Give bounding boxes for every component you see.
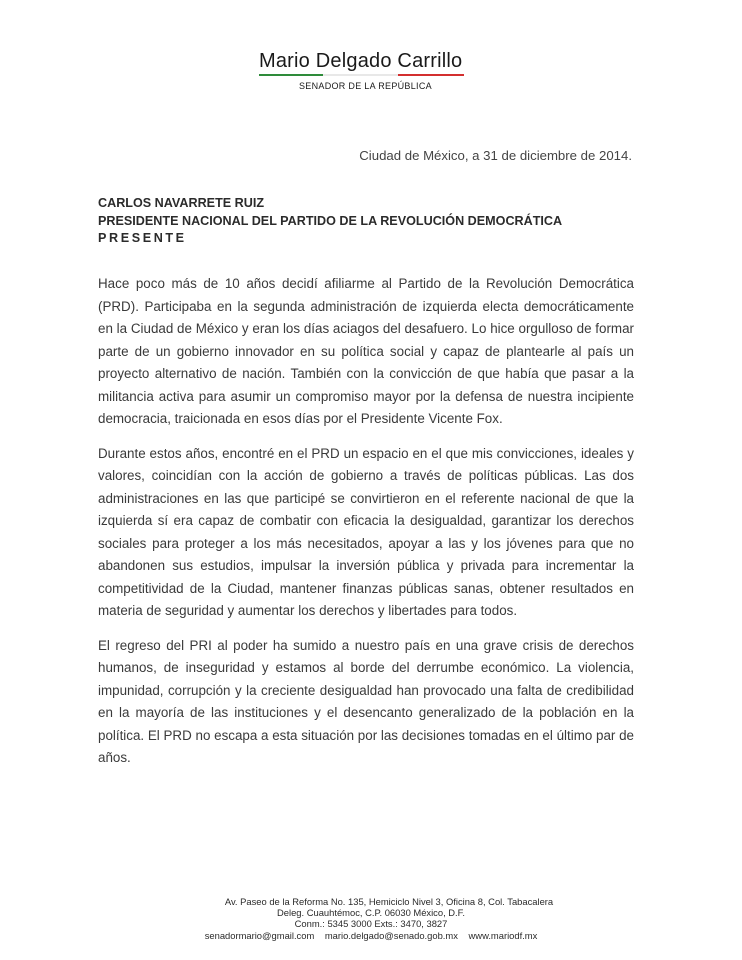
footer-email-official: mario.delgado@senado.gob.mx bbox=[324, 929, 458, 941]
flag-rule-white bbox=[323, 74, 398, 76]
footer-phone: Conm.: 5345 3000 Exts.: 3470, 3827 bbox=[294, 918, 448, 930]
sender-title: SENADOR DE LA REPÚBLICA bbox=[299, 81, 432, 91]
salutation: PRESENTE bbox=[98, 231, 187, 245]
recipient-block bbox=[98, 195, 562, 248]
footer-website: www.mariodf.mx bbox=[468, 929, 538, 941]
footer-email-personal: senadormario@gmail.com bbox=[204, 929, 315, 941]
footer-address-line-2: Deleg. Cuauhtémoc, C.P. 06030 México, D.F. bbox=[277, 907, 465, 919]
footer bbox=[0, 896, 742, 941]
flag-rule-green bbox=[259, 74, 323, 76]
footer-address-line-1: Av. Paseo de la Reforma No. 135, Hemiciclo Nivel 3, Oficina 8, Col. Tabacalera bbox=[224, 896, 554, 907]
paragraph-1: Hace poco más de 10 años decidí afiliarme al Partido de la Revolución Democrática (PRD). Participaba en la segunda administración de izquierda electa democráticamente en la Ciudad de México y eran los días aciagos del desafuero. Lo hice orgulloso de formar parte de un gobierno innovador en su política social y capaz de plantearle al país un proyecto alternativo de nación. También con la convicción de que había que pasar a la militancia activa para asumir un compromiso mayor por la defensa de nuestra incipiente democracia, traicionada en esos días por el Presidente Vicente Fox. bbox=[98, 276, 634, 426]
paragraph-3: El regreso del PRI al poder ha sumido a nuestro país en una grave crisis de derechos humanos, de inseguridad y estamos al borde del derrumbe económico. La violencia, impunidad, corrupción y la creciente desigualdad han provocado una falta de credibilidad en la mayoría de las instituciones y el desencanto generalizado de la población en la política. El PRD no escapa a esta situación por las decisiones tomadas en el último par de años. bbox=[98, 637, 634, 765]
footer-contact-line bbox=[0, 930, 742, 941]
date-line: Ciudad de México, a 31 de diciembre de 2014. bbox=[359, 148, 632, 163]
letter-body bbox=[98, 273, 634, 782]
flag-rule-red bbox=[398, 74, 464, 76]
paragraph-2: Durante estos años, encontré en el PRD un espacio en el que mis convicciones, ideales y valores, coincidían con la acción de gobierno a través de políticas públicas. Las dos administraciones en las que participé se convirtieron en el referente nacional de que la izquierda sí era capaz de combatir con eficacia la desigualdad, garantizar los derechos sociales para proteger a los más necesitados, apoyar a las y los jóvenes para que no abandonen sus estudios, impulsar la inversión pública y privada para incrementar la competitividad de la Ciudad, mantener finanzas públicas sanas, obtener resultados en materia de seguridad y aumentar los derechos y libertades para todos. bbox=[98, 445, 634, 618]
recipient-name: CARLOS NAVARRETE RUIZ bbox=[98, 196, 265, 210]
sender-name: Mario Delgado Carrillo bbox=[259, 50, 463, 72]
recipient-position: PRESIDENTE NACIONAL DEL PARTIDO DE LA REVOLUCIÓN DEMOCRÁTICA bbox=[98, 213, 563, 228]
